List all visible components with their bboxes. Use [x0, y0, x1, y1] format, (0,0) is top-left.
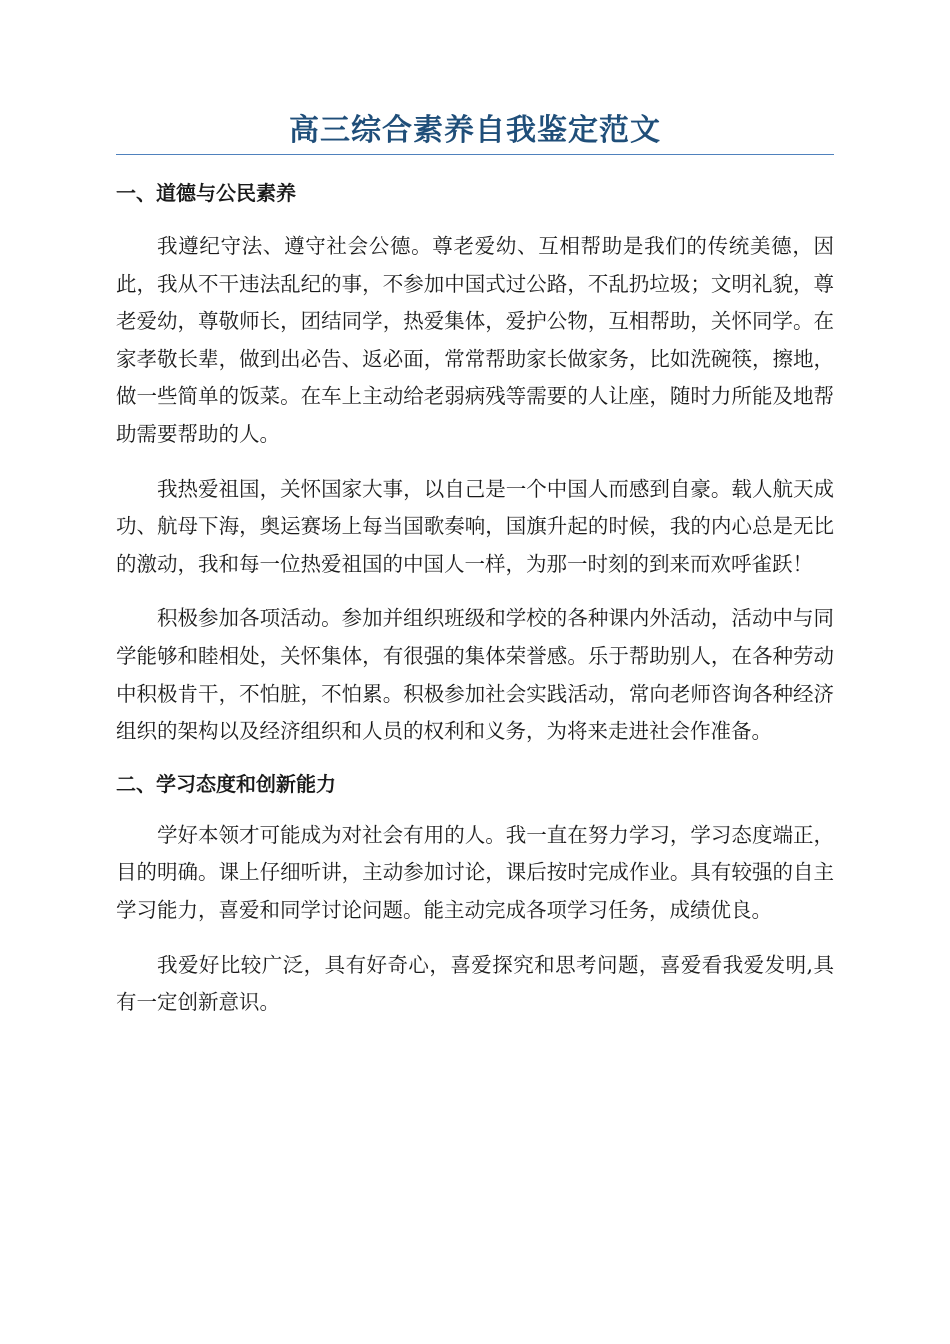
- document-page: [116, 110, 834, 1039]
- document-title: 高三综合素养自我鉴定范文: [116, 110, 834, 155]
- section-heading-morality: 一、道德与公民素养: [116, 181, 296, 205]
- paragraph-law-abiding: 我遵纪守法、遵守社会公德。尊老爱幼、互相帮助是我们的传统美德，因此，我从不干违法乱纪的事，不参加中国式过公路，不乱扔垃圾；文明礼貌，尊老爱幼，尊敬师长，团结同学，热爱集体，爱护公物，互相帮助，关怀同学。在家孝敬长辈，做到出必告、返必面，常常帮助家长做家务，比如洗碗筷，擦地，做一些简单的饭菜。在车上主动给老弱病残等需要的人让座，随时力所能及地帮助需要帮助的人。: [116, 234, 834, 446]
- paragraph-innovation: 我爱好比较广泛，具有好奇心，喜爱探究和思考问题，喜爱看我爱发明,具有一定创新意识。: [116, 952, 834, 1015]
- paragraph-activities: 积极参加各项活动。参加并组织班级和学校的各种课内外活动，活动中与同学能够和睦相处，关怀集体，有很强的集体荣誉感。乐于帮助别人，在各种劳动中积极肯干，不怕脏，不怕累。积极参加社会实践活动，常向老师咨询各种经济组织的架构以及经济组织和人员的权利和义务，为将来走进社会作准备。: [116, 606, 834, 744]
- section-heading-learning: 二、学习态度和创新能力: [116, 771, 336, 796]
- paragraph-study-attitude: 学好本领才可能成为对社会有用的人。我一直在努力学习，学习态度端正，目的明确。课上仔细听讲，主动参加讨论，课后按时完成作业。具有较强的自主学习能力，喜爱和同学讨论问题。能主动完成各项学习任务，成绩优良。: [116, 822, 834, 922]
- paragraph-patriotism: 我热爱祖国，关怀国家大事，以自己是一个中国人而感到自豪。载人航天成功、航母下海，奥运赛场上每当国歌奏响，国旗升起的时候，我的内心总是无比的激动，我和每一位热爱祖国的中国人一样，为那一时刻的到来而欢呼雀跃！: [116, 476, 834, 576]
